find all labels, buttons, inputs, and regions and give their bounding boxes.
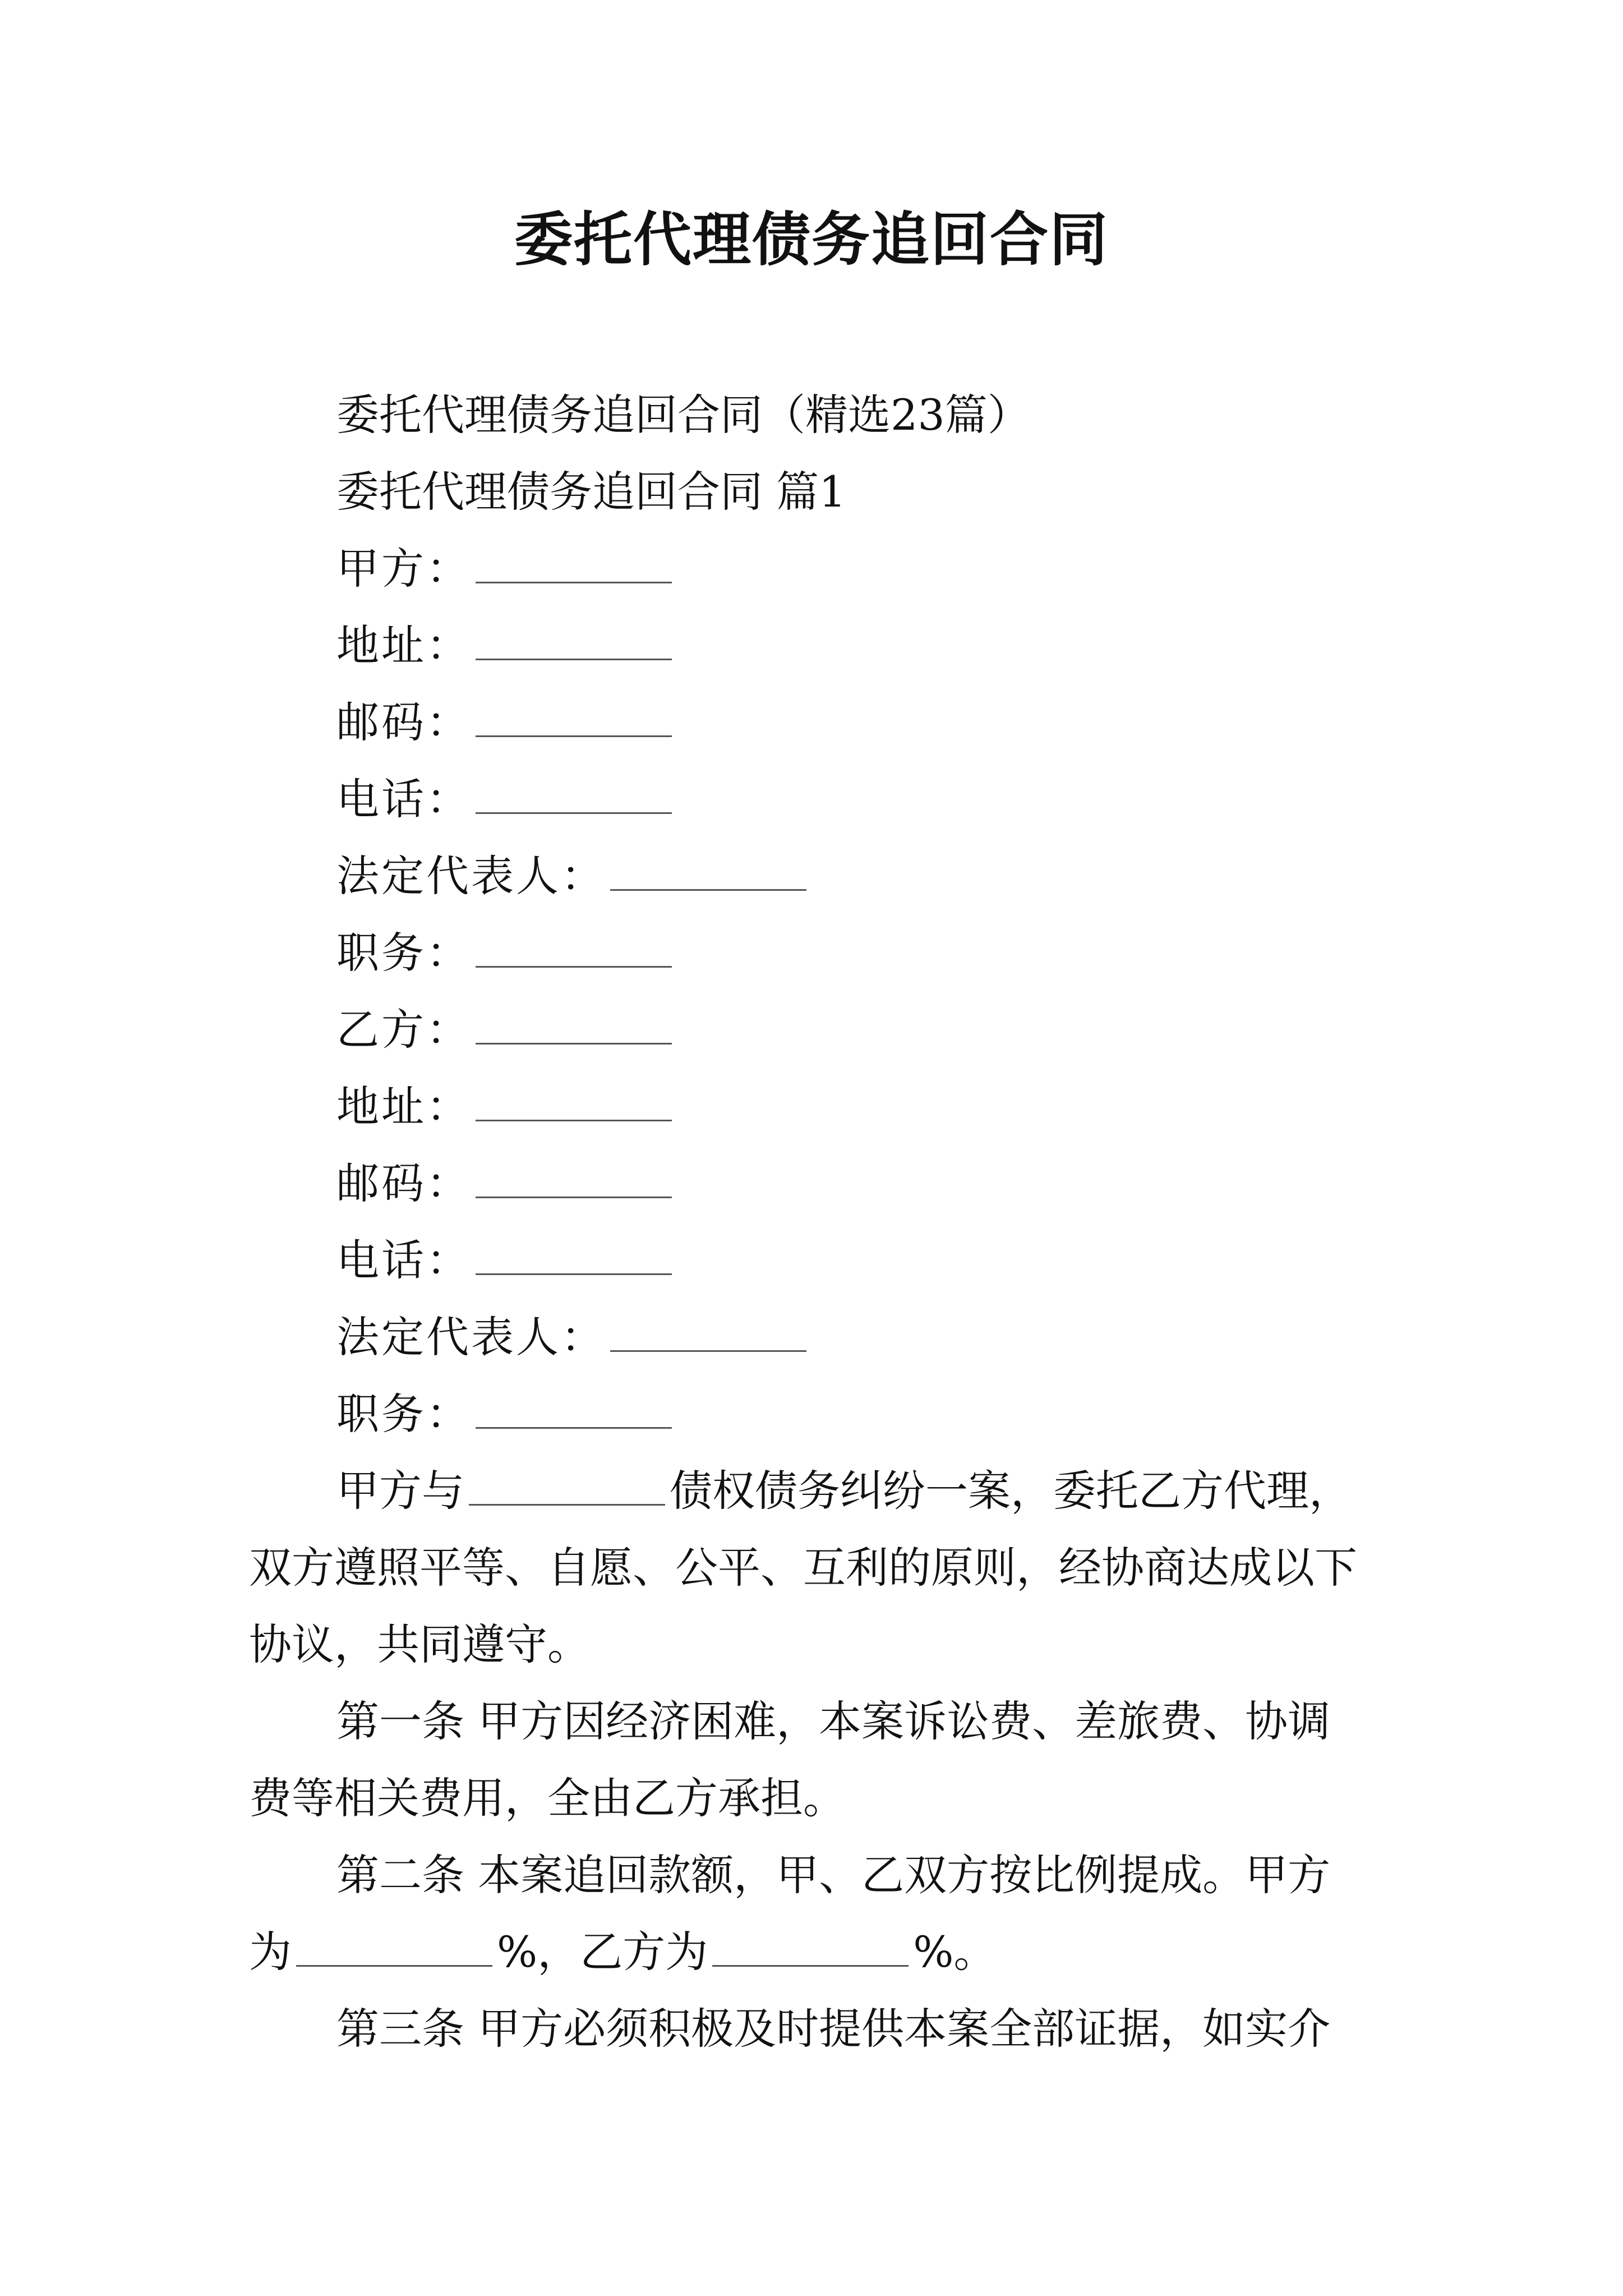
party-b-postcode-line	[336, 1156, 676, 1212]
preamble-line-3: 协议，共同遵守。	[249, 1619, 590, 1669]
party-a-legal-rep-label: 法定代表人：	[336, 851, 606, 901]
article-2-tail: %。	[913, 1927, 997, 1977]
party-b-legal-rep-blank	[610, 1317, 806, 1352]
article-2-line-1: 第二条 本案追回款额，甲、乙双方按比例提成。甲方	[336, 1850, 1331, 1900]
party-a-position-label: 职务：	[336, 928, 471, 978]
preamble-line-2: 双方遵照平等、自愿、公平、互利的原则，经协商达成以下	[249, 1543, 1357, 1593]
preamble-counterparty-blank	[469, 1470, 665, 1506]
party-a-address-blank	[476, 625, 672, 660]
article-2-lead: 为	[249, 1927, 292, 1977]
party-b-name-label: 乙方：	[336, 1005, 471, 1055]
preamble-lead: 甲方与	[336, 1466, 464, 1516]
party-a-phone-blank	[476, 779, 672, 814]
party-b-name-blank	[476, 1009, 672, 1045]
party-b-address-label: 地址：	[336, 1082, 471, 1131]
party-b-postcode-blank	[476, 1163, 672, 1198]
party-a-postcode-label: 邮码：	[336, 697, 471, 747]
party-b-phone-line	[336, 1232, 676, 1289]
party-b-phone-label: 电话：	[336, 1235, 471, 1285]
party-a-name-label: 甲方：	[336, 544, 471, 593]
party-b-phone-blank	[476, 1240, 672, 1275]
party-a-phone-line	[336, 771, 676, 827]
section-heading: 委托代理债务追回合同 篇1	[336, 467, 846, 517]
party-a-position-line	[336, 925, 676, 981]
party-b-legal-rep-line	[336, 1309, 811, 1365]
party-b-postcode-label: 邮码：	[336, 1158, 471, 1208]
party-b-legal-rep-label: 法定代表人：	[336, 1312, 606, 1362]
party-b-position-label: 职务：	[336, 1389, 471, 1439]
party-b-percentage-blank	[712, 1931, 909, 1967]
party-a-address-label: 地址：	[336, 620, 471, 670]
party-a-postcode-line	[336, 694, 676, 751]
article-1-line-1: 第一条 甲方因经济困难，本案诉讼费、差旅费、协调	[336, 1696, 1331, 1746]
article-1-line-2: 费等相关费用，全由乙方承担。	[249, 1773, 846, 1823]
document-subtitle: 委托代理债务追回合同（精选23篇）	[336, 390, 1030, 440]
article-2-line-2	[249, 1924, 996, 1980]
party-a-position-blank	[476, 932, 672, 968]
party-b-position-blank	[476, 1393, 672, 1429]
article-3-line-1: 第三条 甲方必须积极及时提供本案全部证据，如实介	[336, 2004, 1331, 2054]
preamble-line-1	[336, 1463, 1352, 1519]
article-2-mid: %，乙方为	[497, 1927, 708, 1977]
preamble-tail: 债权债务纠纷一案，委托乙方代理，	[670, 1466, 1352, 1516]
party-a-legal-rep-blank	[610, 855, 806, 891]
party-a-phone-label: 电话：	[336, 774, 471, 824]
party-a-address-line	[336, 618, 676, 674]
party-a-percentage-blank	[296, 1931, 492, 1967]
party-b-address-line	[336, 1079, 676, 1135]
party-a-postcode-blank	[476, 702, 672, 737]
party-b-position-line	[336, 1386, 676, 1442]
party-b-address-blank	[476, 1086, 672, 1121]
document-title: 委托代理债务追回合同	[514, 205, 1109, 274]
party-a-name-line	[336, 541, 676, 597]
party-a-legal-rep-line	[336, 848, 811, 904]
party-a-name-blank	[476, 548, 672, 583]
party-b-name-line	[336, 1002, 676, 1058]
